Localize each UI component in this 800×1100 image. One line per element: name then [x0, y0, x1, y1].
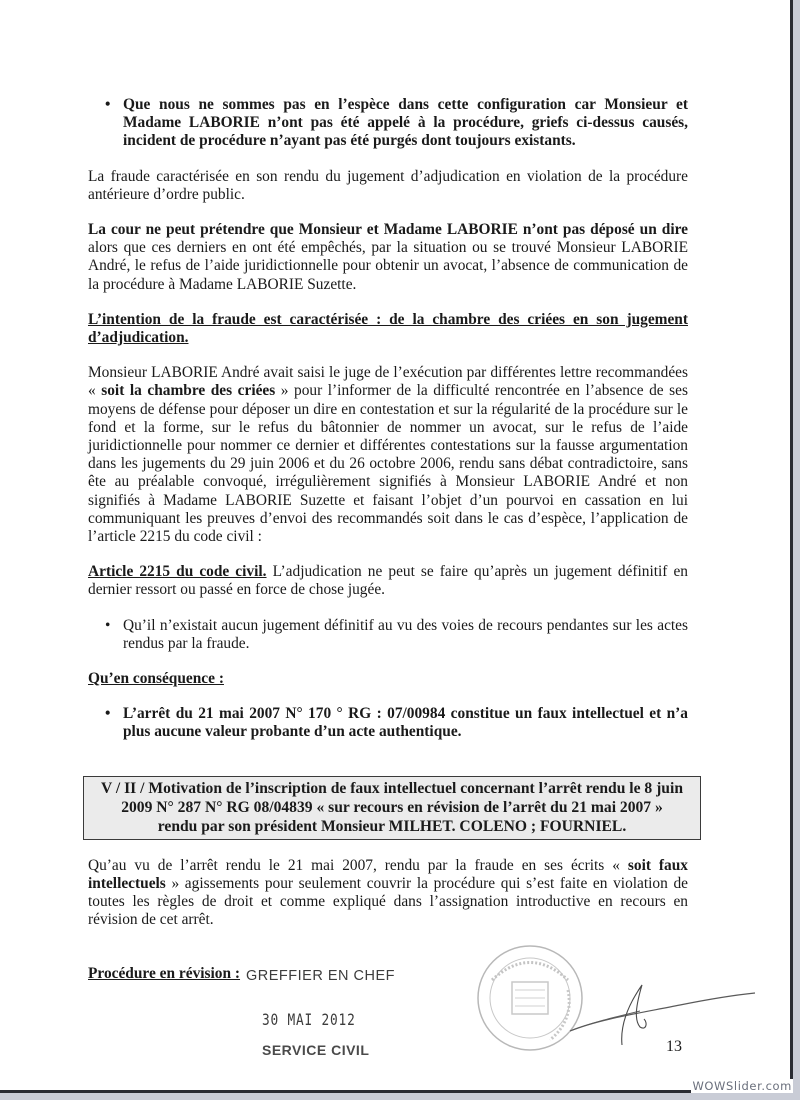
paragraph-monsieur-bold: soit la chambre des criées — [101, 382, 276, 400]
stamp-service: SERVICE CIVIL — [262, 1042, 370, 1058]
stamp-greffier-title: GREFFIER EN CHEF — [246, 968, 395, 984]
procedure-revision-label: Procédure en révision : — [88, 965, 241, 982]
paragraph-cour — [88, 221, 688, 294]
signature-icon — [560, 975, 760, 1055]
paragraph-cour-bold-lead: La cour ne peut prétendre que Monsieur et Madame LABORIE n’ont pas déposé un dire — [88, 221, 688, 239]
stamp-date: 30 MAI 2012 — [262, 1010, 356, 1029]
article-2215-label: Article 2215 du code civil. — [88, 563, 267, 581]
section-heading-line-2: 2009 N° 287 N° RG 08/04839 « sur recours en révision de l’arrêt du 21 mai 2007 » — [121, 798, 663, 816]
paragraph-cour-rest: alors que ces derniers en ont été empêchés, par la situation ou se trouvé Monsieur LABORIE André, le refus de l’aide juridictionnelle pour obtenir un avocat, l’absence de communication de la procédure à Madame LABORIE Suzette. — [88, 239, 688, 293]
bullet-text: Qu’il n’existait aucun jugement définitif au vu des voies de recours pendantes sur les actes rendus par la fraude. — [123, 616, 688, 652]
heading-consequence: Qu’en conséquence : — [88, 670, 224, 688]
paragraph-quau-bold: soit faux intellectuels — [88, 856, 689, 892]
paragraph-monsieur-part1: Monsieur LABORIE André avait saisi le juge de l’exécution par différentes lettre recommandées « — [88, 364, 688, 400]
paragraph-fraude: La fraude caractérisée en son rendu du jugement d’adjudication en violation de la procédure antérieure d’ordre public. — [88, 167, 688, 203]
bullet-text: L’arrêt du 21 mai 2007 N° 170 ° RG : 07/00984 constitue un faux intellectuel et n’a plus aucune valeur probante d’un acte authentique. — [123, 705, 688, 741]
watermark-label: WOWSlider.com — [692, 1079, 792, 1093]
article-2215-text: L’adjudication ne peut se faire qu’après un jugement définitif en dernier ressort ou passé en force de chose jugée. — [88, 563, 688, 599]
bullet-item-jugement-definitif — [88, 617, 688, 653]
paragraph-monsieur-laborie — [88, 364, 688, 546]
section-heading-box — [83, 776, 701, 840]
paragraph-quau-vu — [88, 857, 688, 930]
section-heading-line-3: rendu par son président Monsieur MILHET. COLENO ; FOURNIEL. — [157, 817, 627, 835]
paragraph-quau-part1: Qu’au vu de l’arrêt rendu le 21 mai 2007, rendu par la fraude en ses écrits « — [88, 856, 628, 874]
heading-intention-fraude: L’intention de la fraude est caractérisée : de la chambre des criées en son jugement d’adjudication. — [88, 310, 688, 347]
bullet-icon: • — [105, 705, 111, 723]
document-body — [88, 96, 688, 930]
paragraph-quau-part2: » agissements pour seulement couvrir la procédure qui s’est faite en violation de toutes les règles de droit et comme expliqué dans l’assignation introductive en recours en révision de cet arrêt. — [88, 874, 688, 929]
section-heading-line-1: V / II / Motivation de l’inscription de faux intellectuel concernant l’arrêt rendu le 8 juin — [101, 779, 683, 797]
bullet-item-configuration — [88, 96, 688, 151]
paragraph-monsieur-part2: » pour l’informer de la difficulté rencontrée en l’absence de ses moyens de défense pour déposer un dire en contestation et sur la régularité de la procédure sur le fond et la forme, sur le refus du bâtonnier de nommer un avocat, sur le refus de l’aide juridictionnelle pour nommer ce dernier et différentes contestations sur la fausse argumentation dans les jugements du 29 juin 2006 et du 26 octobre 2006, rendu sans débat contradictoire, sans ête au préalable convoqué, irrégulièrement signifiés à Monsieur LABORIE André et non signifiés à Madame LABORIE Suzette et faisant l’objet d’un pourvoi en cassation en lui communiquant les preuves d’envoi des recommandés soit dans le cas d’espèce, l’application de l’article 2215 du code civil : — [88, 382, 688, 546]
page-number: 13 — [666, 1038, 682, 1055]
paragraph-article-2215 — [88, 563, 688, 599]
bullet-icon: • — [105, 96, 111, 113]
bullet-icon: • — [105, 616, 111, 634]
bullet-text: Que nous ne sommes pas en l’espèce dans cette configuration car Monsieur et Madame LABORIE n’ont pas été appelé à la procédure, griefs ci-dessus causés, incident de procédure n’ayant pas été purgés dont toujours existants. — [123, 96, 688, 150]
bullet-item-arret-faux — [88, 705, 688, 741]
